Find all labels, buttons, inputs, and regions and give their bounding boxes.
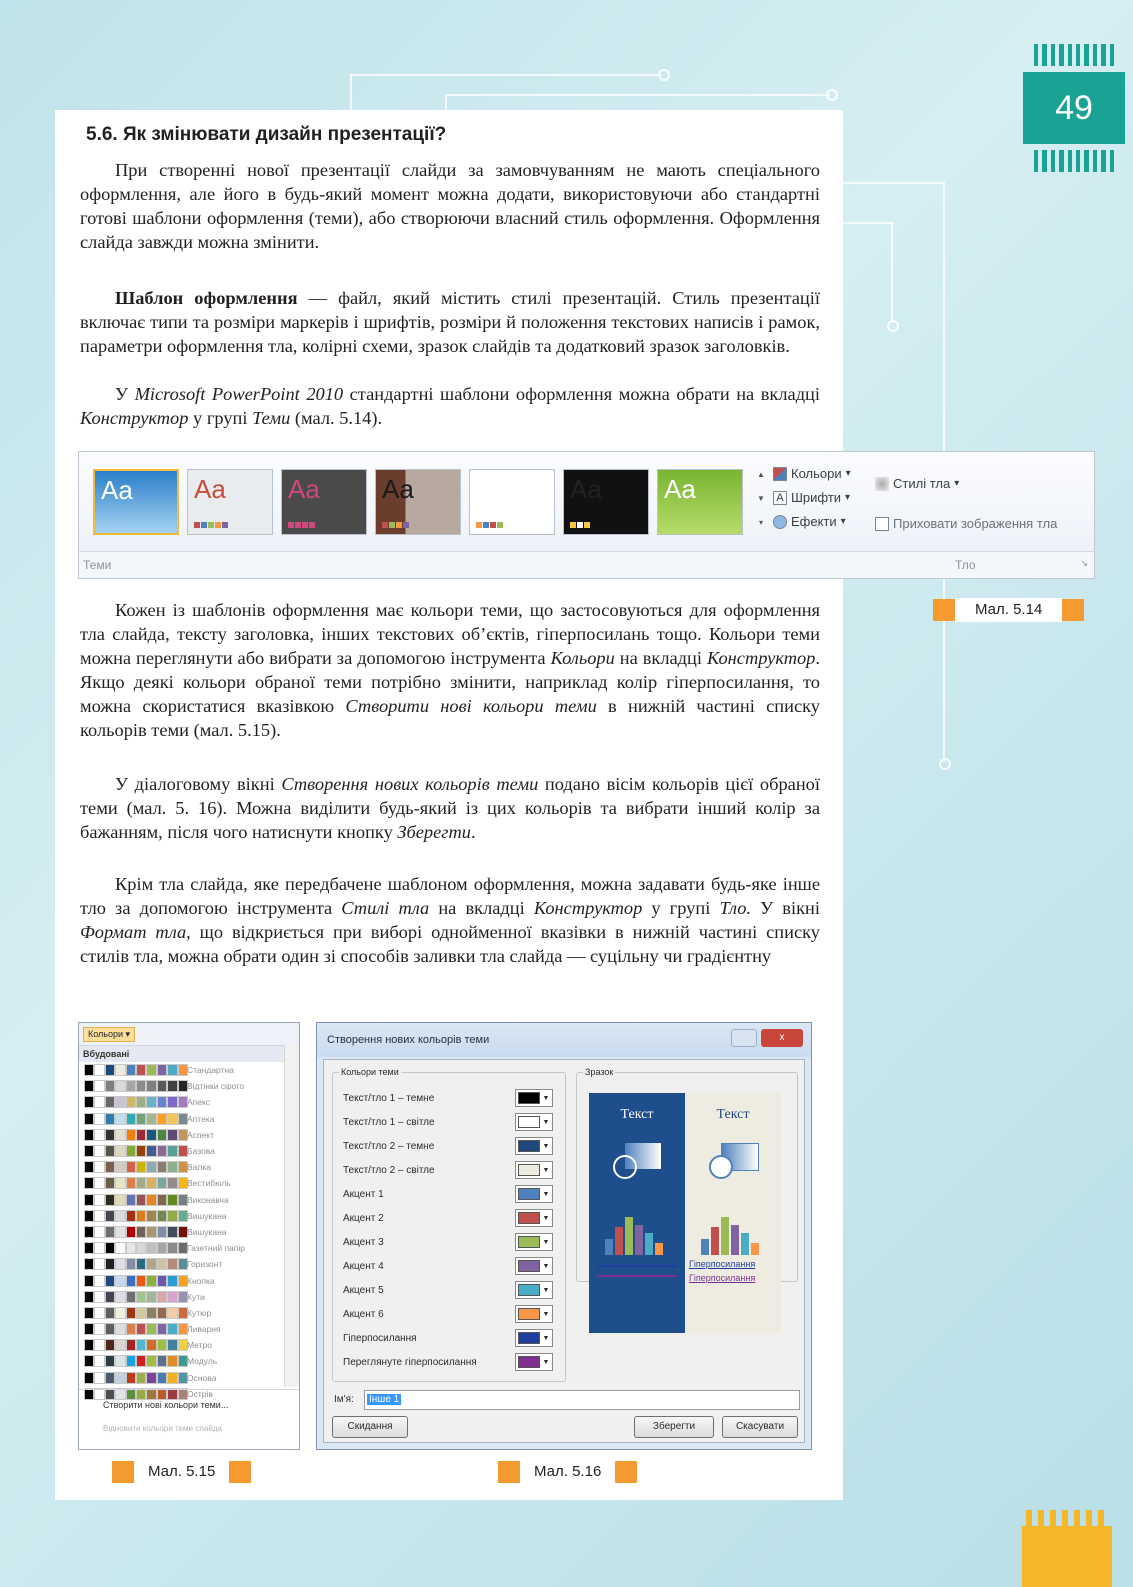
list-footer [79,1389,299,1449]
theme-name: Основа [187,1372,217,1383]
color-setting-label: Гіперпосилання [343,1332,417,1344]
bg-line [445,94,830,96]
sample-circle [613,1155,637,1179]
dropdown-arrow-icon: ▼ [542,1334,550,1342]
save-button[interactable]: Зберегти [634,1416,714,1438]
theme-color-row[interactable] [79,1337,299,1353]
sample-light: Текст Гіперпосилання Гіперпосилання [685,1093,781,1333]
color-setting-label: Текст/тло 1 – світле [343,1116,435,1128]
color-swatches [85,1162,187,1172]
theme-name: Стандартна [187,1065,234,1076]
color-swatch [518,1308,540,1320]
sample-circle [709,1155,733,1179]
theme-name: Ливарня [187,1324,221,1335]
theme-name: Кнопка [187,1275,215,1286]
dropdown-arrow-icon: ▼ [542,1190,550,1198]
sample-bars [605,1213,663,1255]
bg-line [843,222,893,224]
dropdown-arrow-icon: ▼ [542,1238,550,1246]
theme-color-setting [343,1159,553,1181]
theme-name: Базова [187,1146,215,1157]
scrollbar[interactable] [284,1045,299,1387]
theme-color-row[interactable] [79,1240,299,1256]
theme-name: Апекс [187,1097,211,1108]
ribbon-group-labels [79,551,1094,578]
create-theme-colors-dialog [316,1022,812,1450]
theme-thumb[interactable] [469,469,555,535]
theme-color-setting [343,1183,553,1205]
color-picker-button[interactable] [515,1209,553,1227]
colors-dropdown-button[interactable]: Кольори ▾ [83,1027,135,1042]
color-swatch [518,1116,540,1128]
theme-name: Кути [187,1291,205,1302]
theme-color-rows [79,1062,299,1402]
theme-color-row[interactable] [79,1321,299,1337]
color-picker-button[interactable] [515,1113,553,1131]
theme-color-row[interactable] [79,1094,299,1110]
theme-color-row[interactable] [79,1062,299,1078]
color-swatches [85,1227,187,1237]
color-setting-label: Акцент 4 [343,1260,384,1272]
theme-name: Острів [187,1388,213,1399]
color-swatches [85,1373,187,1383]
caption-fig16: Мал. 5.16 [498,1460,637,1484]
theme-color-setting [343,1087,553,1109]
sample-visited-hyperlink: Гіперпосилання [689,1273,756,1283]
background-styles-button[interactable]: Стилі тла ▾ [875,476,959,491]
color-swatches [85,1276,187,1286]
color-swatches [85,1130,187,1140]
color-swatches [85,1081,187,1091]
theme-name: Газетний папір [187,1243,245,1254]
group-label-background: Тло [955,558,976,572]
theme-color-row[interactable] [79,1289,299,1305]
theme-color-row[interactable] [79,1111,299,1127]
scroll-down-icon[interactable]: ▼ [757,494,765,503]
color-swatches [85,1146,187,1156]
theme-name: Аспект [187,1129,214,1140]
theme-color-setting [343,1255,553,1277]
reset-button[interactable]: Скидання [332,1416,408,1438]
sample-dark: Текст [589,1093,685,1333]
paragraph-2: Шаблон оформлення — файл, який містить стилі презентацій. Стиль презентації включає типи та розміри маркерів і шрифтів, розміри й положення текстових написів і рамок, параметри оформлення тла, колірні схеми, зразок слайдів та додатковий зразок заголовків. [80,288,820,356]
theme-name: Горизонт [187,1259,223,1270]
color-swatch [518,1212,540,1224]
theme-color-row[interactable] [79,1192,299,1208]
theme-color-row[interactable] [79,1353,299,1369]
color-setting-label: Акцент 3 [343,1236,384,1248]
theme-thumb[interactable]: Aa [657,469,743,535]
theme-name: Валка [187,1162,211,1173]
theme-name: Аптека [187,1113,215,1124]
color-swatch [518,1140,540,1152]
name-field[interactable] [364,1390,800,1410]
theme-name: Модуль [187,1356,218,1367]
dropdown-arrow-icon: ▼ [542,1142,550,1150]
bg-line [843,182,943,184]
theme-color-setting [343,1231,553,1253]
fonts-icon: A [773,491,787,505]
corner-decoration [1022,1510,1112,1587]
theme-color-setting [343,1207,553,1229]
create-new-colors-link[interactable]: Створити нові кольори теми... [103,1400,229,1410]
theme-name: Відтінки сірого [187,1081,245,1092]
color-setting-label: Текст/тло 1 – темне [343,1092,435,1104]
caption-fig14: Мал. 5.14 [933,598,1084,622]
color-picker-button[interactable] [515,1161,553,1179]
color-swatch [518,1092,540,1104]
colors-button[interactable]: Кольори ▾ [773,466,851,481]
theme-color-setting [343,1303,553,1325]
dropdown-arrow-icon: ▼ [542,1214,550,1222]
color-swatches [85,1292,187,1302]
dropdown-arrow-icon: ▼ [542,1310,550,1318]
fonts-button[interactable]: A Шрифти ▾ [773,490,850,505]
color-picker-button[interactable] [515,1185,553,1203]
theme-name: Виконавча [187,1194,229,1205]
color-swatch [518,1164,540,1176]
bg-line [350,74,352,112]
dialog-title: Створення нових кольорів теми [327,1034,490,1046]
color-swatches [85,1097,187,1107]
theme-color-row[interactable] [79,1370,299,1386]
dropdown-arrow-icon: ▼ [542,1118,550,1126]
color-swatches [85,1243,187,1253]
dropdown-arrow-icon: ▼ [542,1358,550,1366]
color-swatches [85,1340,187,1350]
color-setting-label: Акцент 6 [343,1308,384,1320]
dropdown-arrow-icon: ▼ [542,1262,550,1270]
sample-group [576,1067,798,1283]
paragraph-6: Крім тла слайда, яке передбачене шаблоном оформлення, можна задавати будь-яке інше тло за допомогою інструмента Стилі тла на вкладці Конструктор у групі Тло. У вікні Формат тла, що відкриється при виборі однойменної вказівки в нижній частині списку стилів тла, можна обрати один зі способів заливки тла слайда — суцільну чи градієнтну [80,874,820,966]
theme-name: Метро [187,1340,212,1351]
color-setting-label: Акцент 5 [343,1284,384,1296]
theme-color-row[interactable] [79,1143,299,1159]
group-label-themes: Теми [83,558,112,572]
sample-hyperlink-bar [597,1265,677,1267]
color-swatches [85,1324,187,1334]
theme-color-row[interactable] [79,1127,299,1143]
bg-dot [658,69,670,81]
color-swatch [518,1236,540,1248]
effects-button[interactable]: Ефекти ▾ [773,514,846,529]
page-tab-teeth [1034,44,1114,66]
paragraph-1: При створенні нової презентації слайди за замовчуванням не мають спеціального оформлення, але його в будь-який момент можна додати, використовуючи або стандартні готові шаблони оформлення (теми), або створюючи власний стиль оформлення. Оформлення слайда завжди можна змінити. [80,160,820,252]
page-tab-teeth [1034,150,1114,172]
theme-name: Вишукана [187,1226,227,1237]
theme-color-row[interactable] [79,1305,299,1321]
color-swatch [518,1188,540,1200]
close-button[interactable]: x [761,1029,803,1047]
color-setting-label: Акцент 2 [343,1212,384,1224]
color-picker-button[interactable] [515,1281,553,1299]
color-picker-button[interactable] [515,1257,553,1275]
dropdown-arrow-icon: ▼ [542,1286,550,1294]
theme-color-setting [343,1351,553,1373]
color-setting-label: Переглянуте гіперпосилання [343,1356,477,1368]
theme-thumb[interactable]: Aa [563,469,649,535]
theme-color-row[interactable] [79,1078,299,1094]
sample-group-label: Зразок [585,1067,614,1077]
color-setting-label: Акцент 1 [343,1188,384,1200]
color-picker-button[interactable] [515,1233,553,1251]
scroll-up-icon[interactable]: ▲ [757,470,765,479]
reset-colors-link[interactable]: Відновити кольори теми слайда [103,1424,222,1433]
color-picker-button[interactable] [515,1137,553,1155]
theme-color-row[interactable] [79,1256,299,1272]
theme-name: Вишукана [187,1210,227,1221]
color-picker-button[interactable] [515,1329,553,1347]
theme-color-setting [343,1135,553,1157]
color-swatches [85,1211,187,1221]
theme-colors-group [332,1067,566,1382]
color-swatches [85,1065,187,1075]
color-swatch [518,1332,540,1344]
theme-color-row[interactable] [79,1175,299,1191]
dropdown-arrow-icon: ▼ [542,1094,550,1102]
dialog-launcher-icon[interactable]: ↘ [1080,558,1088,568]
checkbox-icon [875,517,889,531]
theme-name: Кутюр [187,1307,212,1318]
theme-color-setting [343,1327,553,1349]
theme-thumb[interactable]: Aa [281,469,367,535]
sample-visited-bar [597,1275,677,1277]
bg-dot [887,320,899,332]
theme-thumb[interactable]: Aa [187,469,273,535]
color-setting-label: Текст/тло 2 – світле [343,1164,435,1176]
color-swatch [518,1284,540,1296]
theme-color-row[interactable] [79,1159,299,1175]
bg-line [350,74,662,76]
theme-color-row[interactable] [79,1224,299,1240]
bg-dot [826,89,838,101]
theme-color-setting [343,1111,553,1133]
help-button[interactable] [731,1029,757,1047]
color-picker-button[interactable] [515,1353,553,1371]
bg-line [891,222,893,322]
more-icon[interactable]: ▾ [758,518,763,527]
color-swatches [85,1114,187,1124]
bg-dot [939,758,951,770]
theme-thumb[interactable]: Aa [375,469,461,535]
theme-colors-list [78,1022,300,1450]
name-label: Ім'я: [334,1394,354,1405]
theme-colors-group-label: Кольори теми [341,1067,399,1077]
color-swatches [85,1195,187,1205]
color-picker-button[interactable] [515,1089,553,1107]
color-swatch [518,1260,540,1272]
theme-color-row[interactable] [79,1208,299,1224]
effects-icon [773,515,787,529]
paragraph-5: У діалоговому вікні Створення нових кольорів теми подано вісім кольорів цієї обраної теми (мал. 5. 16). Можна виділити будь-який із цих кольорів та вибрати інший колір за бажанням, після чого натиснути кнопку Зберегти. [80,774,820,842]
sample-hyperlink: Гіперпосилання [689,1259,756,1269]
paragraph-3: У Microsoft PowerPoint 2010 стандартні шаблони оформлення можна обрати на вкладці Конструктор у групі Теми (мал. 5.14). [80,384,821,428]
themes-ribbon [78,451,1095,579]
theme-color-setting [343,1279,553,1301]
section-heading: 5.6. Як змінювати дизайн презентації? [86,124,447,145]
page-number: 49 [1023,72,1125,144]
hide-background-checkbox[interactable]: Приховати зображення тла [875,516,1057,531]
name-value: Інше 1 [369,1394,400,1405]
cancel-button[interactable]: Скасувати [722,1416,798,1438]
color-swatch [518,1356,540,1368]
colors-icon [773,467,787,481]
theme-thumb[interactable]: Aa [93,469,179,535]
builtin-header: Вбудовані [79,1046,299,1062]
color-swatches [85,1308,187,1318]
color-swatches [85,1178,187,1188]
paragraph-4: Кожен із шаблонів оформлення має кольори теми, що застосовуються для оформлення тла слайда, тексту заголовка, інших текстових об’єктів, гіперпосилань тощо. Кольори теми можна переглянути або вибрати за допомогою інструмента Кольори на вкладці Конструктор. Якщо деякі кольори обраної теми потрібно змінити, наприклад колір гіперпосилання, то можна скористатися вказівкою Створити нові кольори теми в нижній частині списку кольорів теми (мал. 5.15). [80,600,820,740]
caption-fig15: Мал. 5.15 [112,1460,251,1484]
sample-bars [701,1213,759,1255]
color-swatches [85,1259,187,1269]
color-swatches [85,1356,187,1366]
dialog-titlebar [317,1023,811,1057]
color-picker-button[interactable] [515,1305,553,1323]
paint-bucket-icon [875,477,889,491]
color-setting-label: Текст/тло 2 – темне [343,1140,435,1152]
theme-color-row[interactable] [79,1272,299,1288]
dropdown-arrow-icon: ▼ [542,1166,550,1174]
theme-name: Вестибюль [187,1178,231,1189]
